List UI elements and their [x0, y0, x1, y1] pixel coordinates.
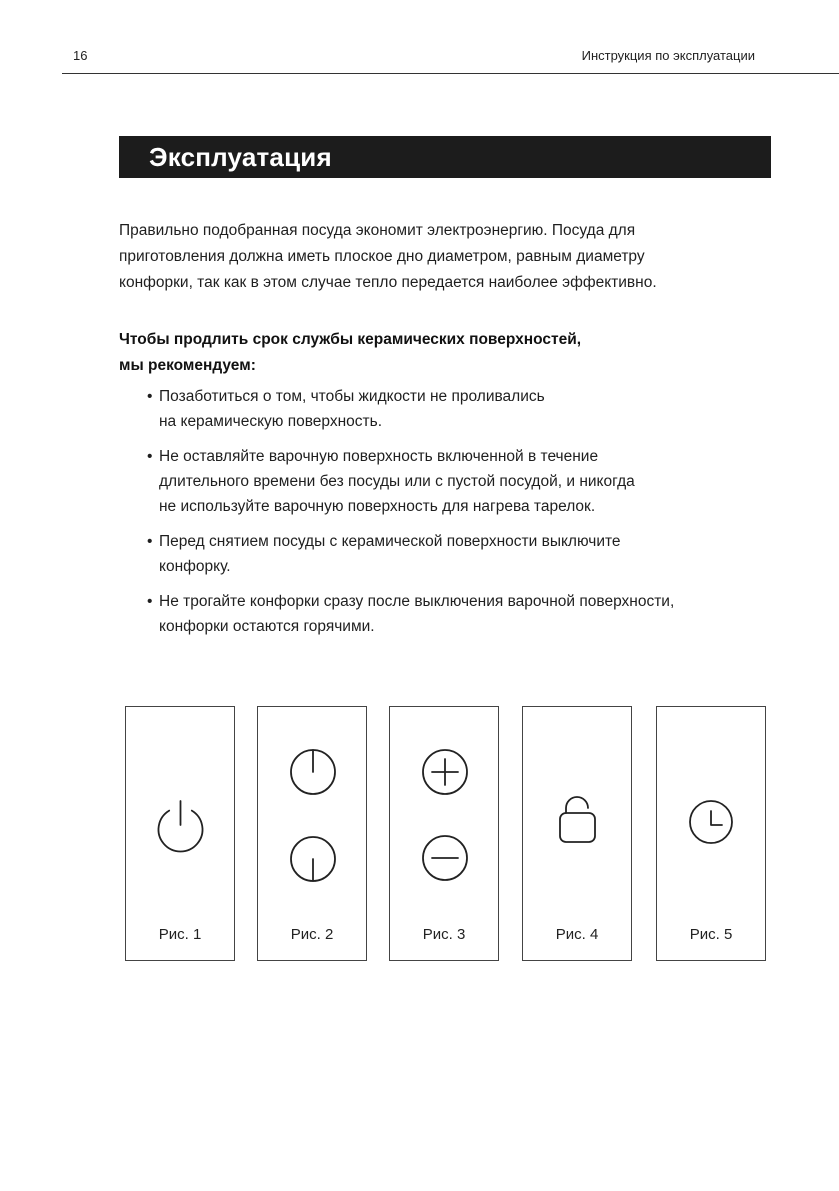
- list-item: [147, 529, 787, 579]
- intro-line: приготовления должна иметь плоское дно диаметром, равным диаметру: [119, 248, 645, 265]
- figure-caption: Рис. 4: [555, 926, 599, 943]
- figure-caption: Рис. 3: [422, 926, 466, 943]
- heading-line: Чтобы продлить срок службы керамических поверхностей,: [119, 331, 582, 348]
- figure-1: [125, 706, 235, 961]
- page-header: [0, 0, 839, 75]
- bullet: •: [147, 388, 153, 405]
- list-item: [147, 444, 787, 519]
- item-line: конфорки остаются горячими.: [159, 618, 375, 635]
- figure-3-graphic: [390, 707, 500, 962]
- power-icon: [159, 801, 203, 851]
- list-item: [147, 384, 787, 434]
- figure-2: [257, 706, 367, 961]
- figure-4-graphic: [523, 707, 633, 962]
- item-line: на керамическую поверхность.: [159, 413, 383, 430]
- minus-icon: [423, 836, 467, 880]
- running-title: Инструкция по эксплуатации: [581, 48, 755, 63]
- figure-caption: Рис. 2: [290, 926, 334, 943]
- figure-3: [389, 706, 499, 961]
- section-title: Эксплуатация: [149, 141, 332, 172]
- intro-paragraph: [119, 218, 769, 296]
- bullet: •: [147, 593, 153, 610]
- figure-2-graphic: [258, 707, 368, 962]
- figure-1-graphic: [126, 707, 236, 962]
- bullet: •: [147, 533, 153, 550]
- item-line: Перед снятием посуды с керамической поверхности выключите: [159, 533, 621, 550]
- figure-caption: Рис. 1: [158, 926, 202, 943]
- figure-5-graphic: [657, 707, 767, 962]
- header-divider: [62, 73, 839, 74]
- section-title-bar: [119, 136, 771, 178]
- page-number: 16: [73, 48, 88, 63]
- heading-line: мы рекомендуем:: [119, 357, 256, 374]
- figure-5: [656, 706, 766, 961]
- figure-4: [522, 706, 632, 961]
- timer-down-icon: [291, 837, 335, 881]
- clock-icon: [690, 801, 732, 843]
- intro-line: Правильно подобранная посуда экономит электроэнергию. Посуда для: [119, 222, 636, 239]
- item-line: конфорку.: [159, 558, 231, 575]
- unlock-icon: [560, 797, 595, 842]
- bullet: •: [147, 448, 153, 465]
- item-line: не используйте варочную поверхность для нагрева тарелок.: [159, 498, 596, 515]
- list-item: [147, 589, 787, 639]
- figure-caption: Рис. 5: [689, 926, 733, 943]
- recommendations-heading: [119, 327, 769, 379]
- intro-line: конфорки, так как в этом случае тепло передается наиболее эффективно.: [119, 274, 657, 291]
- item-line: длительного времени без посуды или с пустой посудой, и никогда: [159, 473, 635, 490]
- recommendations-list: [147, 384, 787, 649]
- plus-icon: [423, 750, 467, 794]
- timer-up-icon: [291, 750, 335, 794]
- item-line: Не оставляйте варочную поверхность включенной в течение: [159, 448, 599, 465]
- item-line: Не трогайте конфорки сразу после выключения варочной поверхности,: [159, 593, 675, 610]
- item-line: Позаботиться о том, чтобы жидкости не проливались: [159, 388, 545, 405]
